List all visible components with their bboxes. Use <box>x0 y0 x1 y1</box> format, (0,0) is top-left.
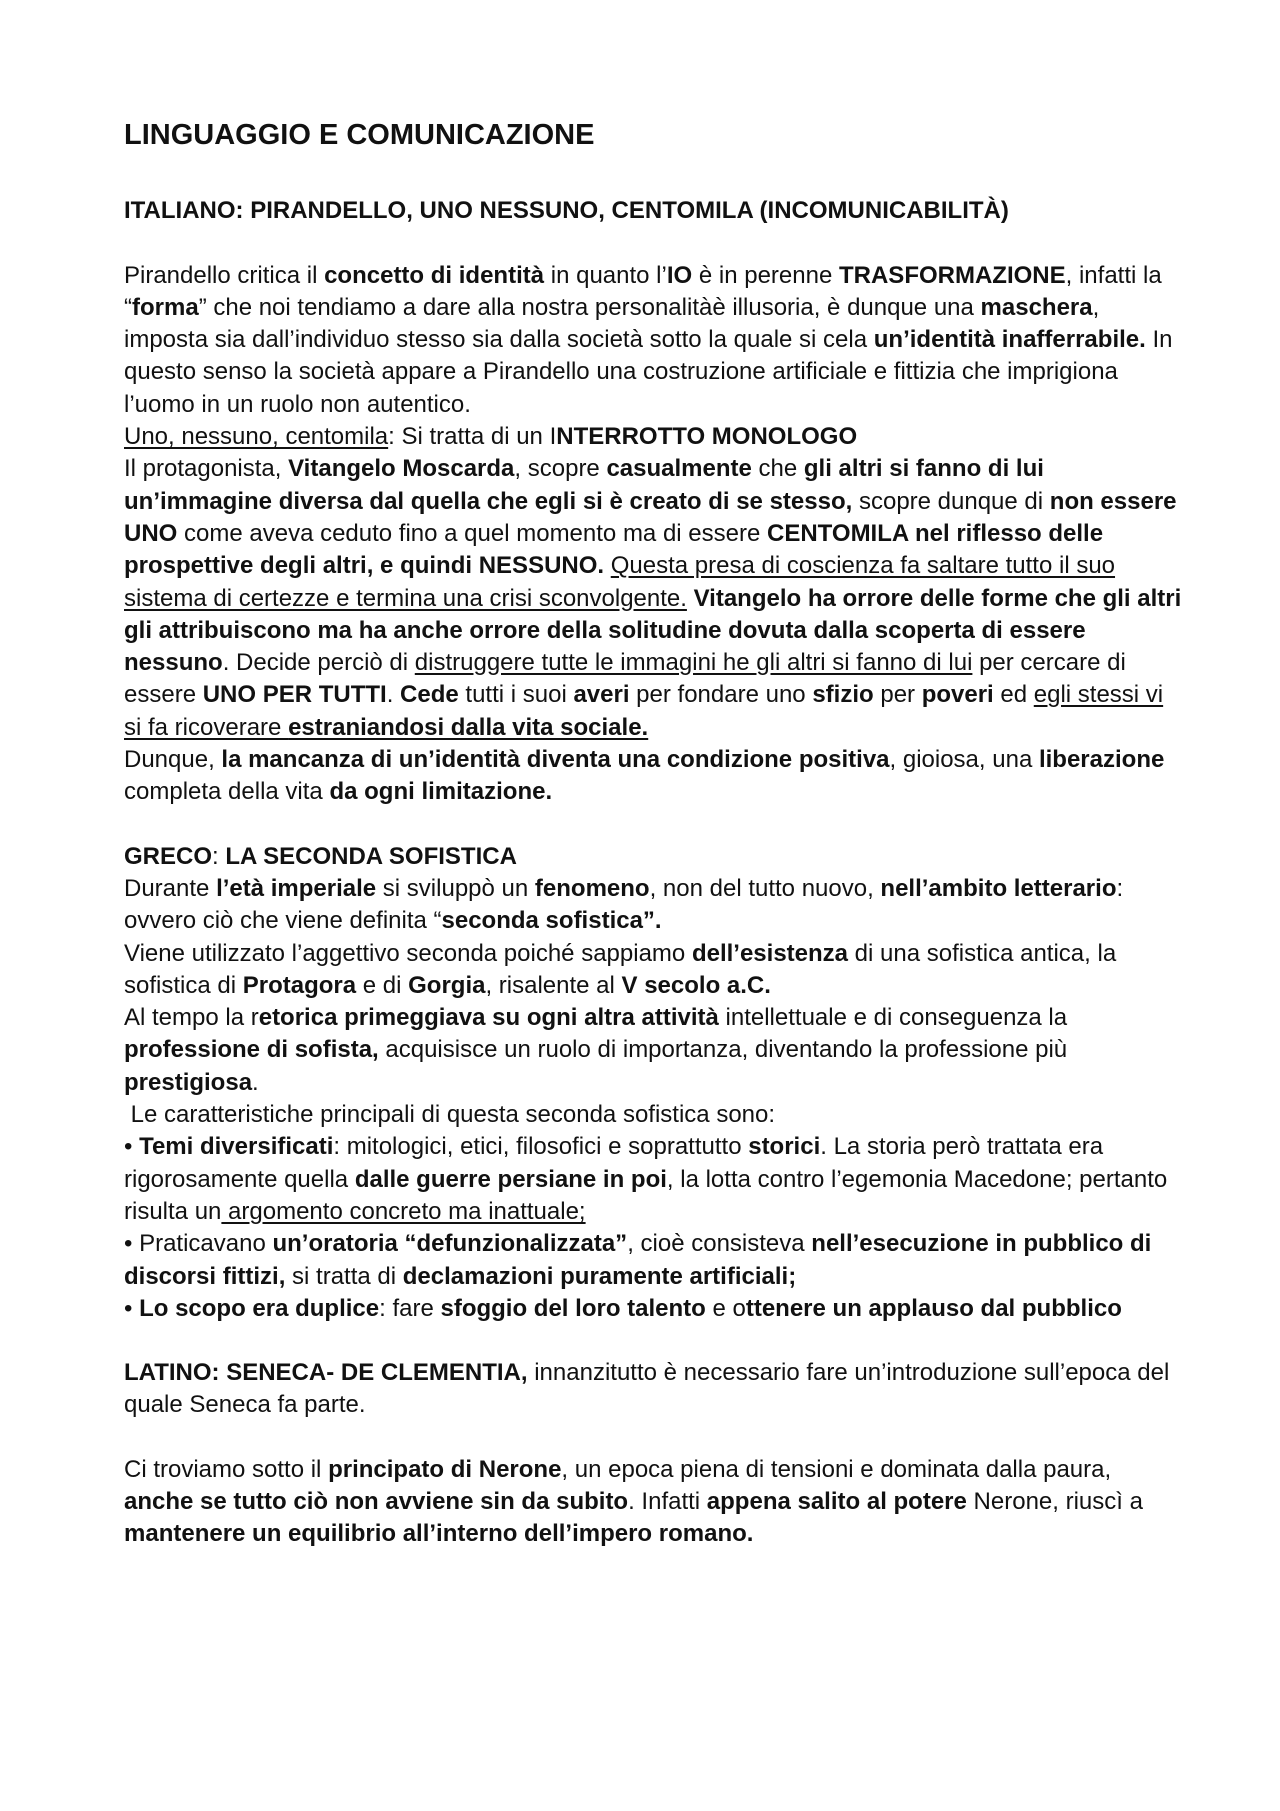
text-run: concetto di identità <box>324 261 545 289</box>
text-run: NTERROTTO MONOLOGO <box>556 423 858 451</box>
text-run: , infatti la “ <box>124 261 1162 321</box>
text-run: dalle guerre persiane in poi <box>354 1165 667 1193</box>
text-run: , la lotta contro l’egemonia Macedone; pertanto risulta un <box>124 1165 1168 1225</box>
text-run: , scopre <box>514 455 607 483</box>
text-run: per <box>873 681 922 709</box>
text-run: estraniandosi dalla vita sociale. <box>288 713 649 741</box>
section-heading-italiano: ITALIANO: PIRANDELLO, UNO NESSUNO, CENTOMILA (INCOMUNICABILITÀ) <box>124 196 1009 224</box>
text-run: nell’ambito letterario <box>880 874 1117 902</box>
text-run: Questa presa di coscienza fa saltare tutto il suo sistema di certezze e termina una crisi sconvolgente. <box>124 552 1116 612</box>
text-run: Vitangelo ha orrore delle forme che gli altri gli attribuiscono ma ha anche orrore della solitudine dovuta dalla scoperta di essere nessuno <box>124 584 1182 677</box>
spacer <box>124 1325 1184 1357</box>
text-run: Nerone, riuscì a <box>966 1487 1143 1515</box>
text-run: sfizio <box>812 681 874 709</box>
text-run: Lo scopo era duplice <box>139 1294 380 1322</box>
paragraph-italiano-1 <box>124 260 1184 421</box>
text-run: Vitangelo Moscarda <box>288 455 515 483</box>
text-run: maschera <box>980 293 1093 321</box>
text-run: come aveva ceduto fino a quel momento ma di essere <box>177 519 767 547</box>
spacer <box>124 1422 1184 1454</box>
heading-greco-label: GRECO <box>124 842 213 870</box>
text-run: per fondare uno <box>629 681 813 709</box>
section-heading-greco <box>124 841 1184 873</box>
paragraph-italiano-4 <box>124 744 1184 809</box>
text-run <box>604 552 611 579</box>
text-run: etorica primeggiava su ogni altra attività <box>258 1004 719 1032</box>
text-run: V secolo a.C. <box>621 971 771 999</box>
text-run: Dunque, <box>124 746 222 774</box>
text-run: liberazione <box>1038 746 1165 774</box>
text-run: nell’esecuzione in pubblico di discorsi fittizi, <box>124 1230 1152 1290</box>
text-run: professione di sofista, <box>124 1036 379 1064</box>
text-run: . Decide perciò di <box>222 649 415 677</box>
text-run: Uno, nessuno, centomila <box>124 423 389 451</box>
paragraph-italiano-2 <box>124 421 1184 453</box>
text-run: per cercare di essere <box>124 649 1126 709</box>
text-run: principato di Nerone <box>328 1455 562 1483</box>
text-run: gli altri si fanno di lui un’immagine diversa dal quella che egli si è creato di se stesso, <box>124 455 1044 515</box>
paragraph-greco-1 <box>124 873 1184 938</box>
text-run: in quanto l’ <box>544 261 667 289</box>
text-run: ttenere un applauso dal pubblico <box>745 1294 1122 1322</box>
text-run: . Infatti <box>628 1487 707 1515</box>
text-run: distruggere tutte le immagini he gli altri si fanno di lui <box>414 649 973 677</box>
text-run: Gorgia <box>408 971 486 999</box>
text-run: argomento concreto ma inattuale; <box>221 1197 586 1225</box>
text-run: , cioè consisteva <box>627 1230 812 1258</box>
text-run: . La storia però trattata era rigorosamente quella <box>124 1133 1104 1193</box>
text-run: Il protagonista, <box>124 455 289 483</box>
text-run: Durante <box>124 874 217 902</box>
text-run: , un epoca piena di tensioni e dominata dalla paura, <box>561 1455 1112 1483</box>
text-run: • <box>124 1133 140 1161</box>
text-run: LATINO: SENECA- DE CLEMENTIA, <box>124 1359 528 1387</box>
text-run: si tratta di <box>285 1262 403 1290</box>
text-run: fenomeno <box>534 874 650 902</box>
paragraph-latino-1 <box>124 1357 1184 1422</box>
text-run: da ogni limitazione. <box>329 778 553 806</box>
text-run: storici <box>748 1133 821 1161</box>
text-run: : fare <box>379 1294 441 1322</box>
text-run: : mitologici, etici, filosofici e soprattutto <box>333 1133 749 1161</box>
text-run: prestigiosa <box>124 1068 253 1096</box>
text-run: non essere UNO <box>124 487 1177 547</box>
text-run: TRASFORMAZIONE <box>838 261 1066 289</box>
text-run: e di <box>356 971 409 999</box>
text-run: tutti i suoi <box>458 681 574 709</box>
text-run: egli stessi vi si fa ricoverare <box>124 681 1164 741</box>
text-run: Viene utilizzato l’aggettivo seconda poiché sappiamo <box>124 939 692 967</box>
text-run: Al tempo la r <box>124 1004 259 1032</box>
text-run: acquisisce un ruolo di importanza, diventando la professione più <box>378 1036 1068 1064</box>
text-run: intellettuale e di conseguenza la <box>718 1004 1068 1032</box>
heading-greco-colon: : <box>212 842 226 870</box>
text-run: Ci troviamo sotto il <box>124 1455 329 1483</box>
text-run: completa della vita <box>124 778 330 806</box>
text-run: CENTOMILA nel riflesso delle prospettive degli altri, e quindi NESSUNO. <box>124 519 1104 580</box>
text-run: : Si tratta di un I <box>388 423 557 451</box>
text-run: ” che noi tendiamo a dare alla nostra personalitàè illusoria, è dunque una <box>198 293 981 321</box>
text-run: è in perenne <box>692 261 839 289</box>
text-run: Cede <box>400 681 459 709</box>
text-run: : ovvero ciò che viene definita “ <box>124 874 1124 935</box>
text-run: IO <box>666 261 693 289</box>
paragraph-latino-2 <box>124 1454 1184 1551</box>
text-run: casualmente <box>606 455 752 483</box>
paragraph-italiano-3 <box>124 453 1184 744</box>
text-run: • <box>124 1294 140 1322</box>
text-run: di una sofistica antica, la sofistica di <box>124 939 1117 999</box>
paragraph-greco-4: Le caratteristiche principali di questa seconda sofistica sono: <box>124 1101 776 1129</box>
text-run: , gioiosa, una <box>889 746 1039 774</box>
text-run: l’età imperiale <box>216 874 377 902</box>
text-run: . <box>252 1068 259 1096</box>
text-run: , imposta sia dall’individuo stesso sia dalla società sotto la quale si cela <box>124 293 1100 354</box>
text-run: scopre dunque di <box>852 487 1050 515</box>
paragraph-greco-2 <box>124 938 1184 1003</box>
text-run: . <box>386 681 401 709</box>
text-run: la mancanza di un’identità diventa una condizione positiva <box>221 746 890 774</box>
page-title: LINGUAGGIO E COMUNICAZIONE <box>124 119 595 151</box>
bullet-item-2 <box>124 1228 1184 1293</box>
text-run: un’oratoria “defunzionalizzata” <box>272 1230 628 1258</box>
paragraph-greco-3 <box>124 1002 1184 1099</box>
text-run: poveri <box>921 681 994 709</box>
text-run: seconda sofistica”. <box>441 907 662 935</box>
text-run: Pirandello critica il <box>124 261 325 289</box>
text-run: un’identità inafferrabile. <box>873 326 1146 354</box>
text-run: forma <box>132 293 199 321</box>
text-run: ed <box>993 681 1034 709</box>
text-run: mantenere un equilibrio all’interno dell’impero romano. <box>124 1520 754 1548</box>
text-run: che <box>751 455 804 483</box>
text-run: UNO PER TUTTI <box>202 681 387 709</box>
text-run <box>288 714 648 741</box>
text-run: e o <box>705 1294 746 1322</box>
text-run <box>687 585 694 612</box>
spacer <box>124 809 1184 841</box>
text-run: appena salito al potere <box>706 1487 967 1515</box>
text-run: anche se tutto ciò non avviene sin da subito <box>124 1487 629 1515</box>
text-run: dell’esistenza <box>691 939 849 967</box>
text-run: si sviluppò un <box>376 874 535 902</box>
bullet-item-3 <box>124 1293 1184 1325</box>
text-run: averi <box>573 681 630 709</box>
text-run: , non del tutto nuovo, <box>649 874 881 902</box>
text-run: Protagora <box>242 971 357 999</box>
text-run: In questo senso la società appare a Pirandello una costruzione artificiale e fittizia che imprigiona l’uomo in un ruolo non autentico. <box>124 326 1173 418</box>
text-run: • Praticavano <box>124 1230 273 1258</box>
text-run: sfoggio del loro talento <box>440 1294 706 1322</box>
text-run: Temi diversificati <box>139 1133 334 1161</box>
document-page <box>124 118 1184 1551</box>
text-run: innanzitutto è necessario fare un’introduzione sull’epoca del quale Seneca fa parte. <box>124 1359 1170 1419</box>
text-run: , risalente al <box>485 971 622 999</box>
heading-greco-title: LA SECONDA SOFISTICA <box>225 842 517 870</box>
bullet-item-1 <box>124 1131 1184 1228</box>
text-run: declamazioni puramente artificiali; <box>402 1262 797 1290</box>
